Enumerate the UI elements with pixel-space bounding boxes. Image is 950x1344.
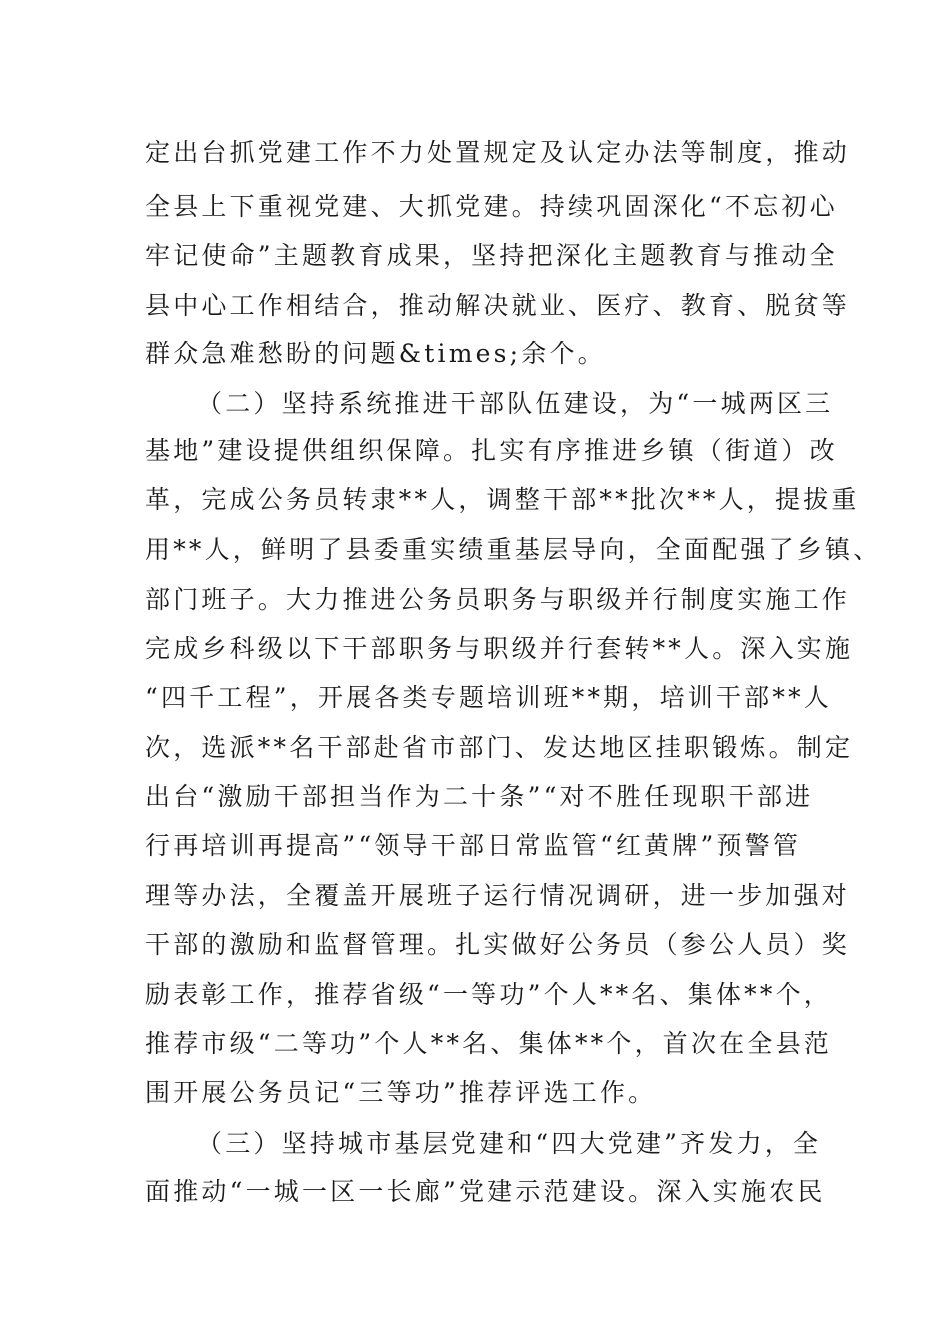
text-line-11: 完成乡科级以下干部职务与职级并行套转**人。深入实施 <box>145 634 854 663</box>
paragraph-2-heading-line: （二）坚持系统推进干部队伍建设，为“一城两区三 <box>197 389 834 418</box>
text-line-12: “四千工程”，开展各类专题培训班**期，培训干部**人 <box>145 683 832 712</box>
text-line-10: 部门班子。大力推进公务员职务与职级并行制度实施工作 <box>145 585 851 614</box>
text-line-13: 次，选派**名干部赴省市部门、发达地区挂职锻炼。制定 <box>145 733 854 762</box>
text-line-3: 牢记使命”主题教育成果，坚持把深化主题教育与推动全 <box>145 241 838 270</box>
text-line-2: 全县上下重视党建、大抓党建。持续巩固深化“不忘初心 <box>145 192 838 221</box>
text-line-1: 定出台抓党建工作不力处置规定及认定办法等制度，推动 <box>145 138 851 167</box>
text-line-4: 县中心工作相结合，推动解决就业、医疗、教育、脱贫等 <box>145 291 851 320</box>
text-line-15: 行再培训再提高”“领导干部日常监管“红黄牌”预警管 <box>145 831 802 860</box>
text-line-9: 用**人，鲜明了县委重实绩重基层导向，全面配强了乡镇、 <box>145 535 882 564</box>
text-line-5: 群众急难愁盼的问题&times;余个。 <box>145 339 606 368</box>
text-line-17: 干部的激励和监督管理。扎实做好公务员（参公人员）奖 <box>145 930 851 959</box>
text-line-22: 面推动“一城一区一长廊”党建示范建设。深入实施农民 <box>145 1177 826 1206</box>
text-line-14: 出台“激励干部担当作为二十条”“对不胜任现职干部进 <box>145 782 814 811</box>
text-line-20: 围开展公务员记“三等功”推荐评选工作。 <box>145 1078 657 1107</box>
text-line-7: 基地”建设提供组织保障。扎实有序推进乡镇（街道）改 <box>145 436 838 465</box>
paragraph-3-heading-line: （三）坚持城市基层党建和“四大党建”齐发力，全 <box>197 1129 822 1158</box>
text-line-16: 理等办法，全覆盖开展班子运行情况调研，进一步加强对 <box>145 881 851 910</box>
text-line-19: 推荐市级“二等功”个人**名、集体**个，首次在全县范 <box>145 1029 832 1058</box>
text-line-18: 励表彰工作，推荐省级“一等功”个人**名、集体**个， <box>145 980 832 1009</box>
text-line-8: 革，完成公务员转隶**人，调整干部**批次**人，提拔重 <box>145 485 860 514</box>
